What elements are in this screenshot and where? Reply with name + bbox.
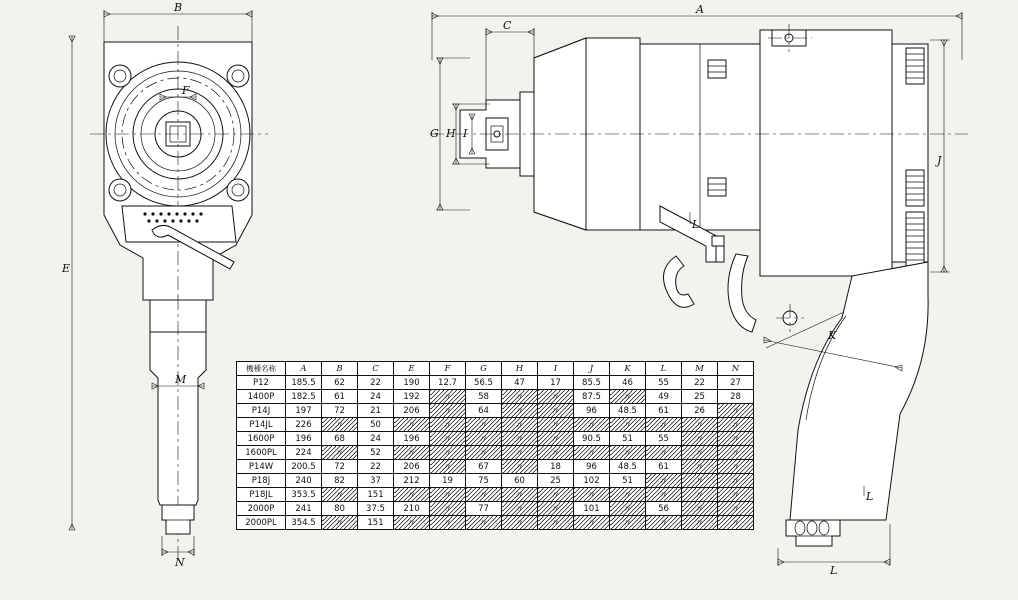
table-cell-value: 240 — [286, 474, 322, 488]
table-cell-value: 〃 — [430, 502, 466, 516]
table-cell-value: 〃 — [502, 404, 538, 418]
svg-text:E: E — [62, 262, 71, 275]
table-cell-value: 〃 — [718, 404, 754, 418]
table-header-c: C — [358, 362, 394, 376]
table-cell-value: 67 — [466, 460, 502, 474]
table-cell-value: 〃 — [574, 516, 610, 530]
table-cell-value: 〃 — [574, 488, 610, 502]
table-cell-value: 25 — [682, 390, 718, 404]
table-cell-value: 〃 — [610, 446, 646, 460]
table-cell-value: 58 — [466, 390, 502, 404]
table-cell-value: 〃 — [502, 432, 538, 446]
table-cell-value: 72 — [322, 404, 358, 418]
table-cell-value: 87.5 — [574, 390, 610, 404]
table-cell-value: 〃 — [646, 516, 682, 530]
svg-text:F: F — [182, 84, 190, 97]
table-cell-value: 〃 — [718, 432, 754, 446]
table-cell-value: 〃 — [538, 516, 574, 530]
table-cell-value: 27 — [718, 376, 754, 390]
table-cell-value: 19 — [430, 474, 466, 488]
table-cell-value: 〃 — [646, 488, 682, 502]
table-cell-value: 60 — [502, 474, 538, 488]
table-cell-value: 〃 — [322, 446, 358, 460]
table-cell-value: 〃 — [538, 502, 574, 516]
table-cell-value: 〃 — [502, 460, 538, 474]
table-cell-value: 56 — [646, 502, 682, 516]
table-cell-value: 26 — [682, 404, 718, 418]
table-header-k: K — [610, 362, 646, 376]
table-cell-value: 〃 — [502, 418, 538, 432]
table-cell-value: 46 — [610, 376, 646, 390]
table-cell-value: 190 — [394, 376, 430, 390]
table-cell-value: 〃 — [682, 516, 718, 530]
table-cell-value: 101 — [574, 502, 610, 516]
table-header-a: A — [286, 362, 322, 376]
table-cell-value: 182.5 — [286, 390, 322, 404]
table-cell-value: 〃 — [466, 516, 502, 530]
table-cell-value: 48.5 — [610, 460, 646, 474]
table-cell-value: 〃 — [646, 446, 682, 460]
table-cell-value: 200.5 — [286, 460, 322, 474]
table-cell-value: 〃 — [682, 488, 718, 502]
table-cell-value: 〃 — [502, 516, 538, 530]
table-cell-value: 48.5 — [610, 404, 646, 418]
table-cell-value: 〃 — [502, 446, 538, 460]
table-cell-value: 80 — [322, 502, 358, 516]
table-header-model: 機種名称 — [237, 362, 286, 376]
table-cell-value: 〃 — [466, 418, 502, 432]
table-cell-value: 〃 — [538, 446, 574, 460]
table-header-e: E — [394, 362, 430, 376]
svg-text:H: H — [446, 127, 456, 140]
table-cell-value: 〃 — [538, 418, 574, 432]
table-cell-value: 〃 — [718, 474, 754, 488]
table-cell-value: 354.5 — [286, 516, 322, 530]
table-cell-model: P14JL — [237, 418, 286, 432]
table-cell-model: P18JL — [237, 488, 286, 502]
table-row — [237, 432, 754, 446]
svg-text:M: M — [175, 373, 187, 386]
table-body — [237, 376, 754, 530]
table-cell-model: P12 — [237, 376, 286, 390]
table-header-f: F — [430, 362, 466, 376]
table-cell-value: 49 — [646, 390, 682, 404]
table-cell-value: 51 — [610, 432, 646, 446]
table-row — [237, 418, 754, 432]
table-cell-value: 206 — [394, 404, 430, 418]
svg-text:K: K — [828, 329, 837, 342]
table-cell-value: 〃 — [538, 390, 574, 404]
table-cell-value: 96 — [574, 460, 610, 474]
table-cell-value: 〃 — [718, 502, 754, 516]
table-row — [237, 474, 754, 488]
svg-text:A: A — [696, 3, 704, 16]
table-cell-value: 〃 — [574, 446, 610, 460]
table-row — [237, 502, 754, 516]
table-cell-value: 〃 — [682, 446, 718, 460]
table-cell-value: 〃 — [538, 432, 574, 446]
table-cell-value: 〃 — [430, 432, 466, 446]
table-cell-value: 〃 — [682, 432, 718, 446]
table-cell-value: 〃 — [538, 404, 574, 418]
table-cell-value: 226 — [286, 418, 322, 432]
table-cell-value: 〃 — [466, 432, 502, 446]
table-cell-value: 56.5 — [466, 376, 502, 390]
table-cell-value: 〃 — [502, 488, 538, 502]
dimension-table — [236, 361, 754, 530]
table-row — [237, 390, 754, 404]
table-row — [237, 376, 754, 390]
svg-text:L: L — [830, 564, 838, 577]
table-cell-model: 1600PL — [237, 446, 286, 460]
table-cell-value: 68 — [322, 432, 358, 446]
table-cell-value: 85.5 — [574, 376, 610, 390]
table-cell-model: 2000P — [237, 502, 286, 516]
table-cell-value: 18 — [538, 460, 574, 474]
table-cell-value: 61 — [646, 460, 682, 474]
table-cell-value: 〃 — [718, 516, 754, 530]
table-header-b: B — [322, 362, 358, 376]
table-cell-value: 90.5 — [574, 432, 610, 446]
table-cell-value: 〃 — [682, 474, 718, 488]
svg-text:N: N — [175, 556, 185, 569]
table-cell-value: 241 — [286, 502, 322, 516]
table-cell-value: 〃 — [682, 502, 718, 516]
svg-text:L: L — [866, 490, 874, 503]
table-cell-value: 196 — [394, 432, 430, 446]
table-cell-value: 206 — [394, 460, 430, 474]
table-row — [237, 460, 754, 474]
table-cell-value: 〃 — [718, 460, 754, 474]
svg-text:J: J — [937, 154, 942, 167]
table-header-l: L — [646, 362, 682, 376]
table-cell-value: 25 — [538, 474, 574, 488]
table-cell-value: 28 — [718, 390, 754, 404]
table-cell-value: 151 — [358, 488, 394, 502]
table-cell-value: 〃 — [322, 516, 358, 530]
table-cell-value: 353.5 — [286, 488, 322, 502]
table-cell-value: 24 — [358, 390, 394, 404]
table-cell-value: 〃 — [610, 418, 646, 432]
table-cell-model: P14J — [237, 404, 286, 418]
table-cell-value: 82 — [322, 474, 358, 488]
table-cell-value: 96 — [574, 404, 610, 418]
table-cell-value: 52 — [358, 446, 394, 460]
table-cell-value: 12.7 — [430, 376, 466, 390]
table-header-h: H — [502, 362, 538, 376]
table-cell-value: 〃 — [610, 502, 646, 516]
table-cell-value: 24 — [358, 432, 394, 446]
svg-text:I: I — [463, 127, 468, 140]
table-cell-model: 1600P — [237, 432, 286, 446]
table-cell-value: 〃 — [430, 516, 466, 530]
svg-text:G: G — [430, 127, 439, 140]
table-header-m: M — [682, 362, 718, 376]
table-cell-value: 〃 — [430, 460, 466, 474]
table-cell-value: 〃 — [502, 390, 538, 404]
table-cell-value: 77 — [466, 502, 502, 516]
table-cell-model: P14W — [237, 460, 286, 474]
table-cell-value: 55 — [646, 376, 682, 390]
table-cell-value: 〃 — [574, 418, 610, 432]
table-row — [237, 516, 754, 530]
table-header-row — [237, 362, 754, 376]
table-cell-model: 2000PL — [237, 516, 286, 530]
table-cell-value: 〃 — [646, 418, 682, 432]
table-cell-value: 61 — [322, 390, 358, 404]
table-cell-value: 102 — [574, 474, 610, 488]
table-cell-value: 〃 — [394, 488, 430, 502]
table-row — [237, 488, 754, 502]
table-cell-value: 〃 — [430, 488, 466, 502]
table-header-n: N — [718, 362, 754, 376]
table-cell-value: 〃 — [430, 390, 466, 404]
table-cell-value: 〃 — [682, 460, 718, 474]
table-cell-value: 〃 — [610, 488, 646, 502]
table-cell-value: 62 — [322, 376, 358, 390]
table-cell-value: 22 — [358, 460, 394, 474]
table-cell-value: 〃 — [538, 488, 574, 502]
table-cell-value: 〃 — [394, 516, 430, 530]
table-cell-value: 〃 — [394, 446, 430, 460]
table-cell-value: 185.5 — [286, 376, 322, 390]
table-cell-value: 72 — [322, 460, 358, 474]
table-cell-value: 61 — [646, 404, 682, 418]
table-cell-value: 224 — [286, 446, 322, 460]
table-cell-value: 〃 — [718, 418, 754, 432]
table-cell-value: 〃 — [610, 390, 646, 404]
table-cell-value: 〃 — [466, 488, 502, 502]
table-cell-value: 〃 — [718, 446, 754, 460]
table-cell-value: 〃 — [430, 404, 466, 418]
table-cell-value: 37.5 — [358, 502, 394, 516]
table-cell-value: 〃 — [430, 418, 466, 432]
table-cell-value: 192 — [394, 390, 430, 404]
table-cell-value: 210 — [394, 502, 430, 516]
table-cell-value: 47 — [502, 376, 538, 390]
svg-text:B: B — [174, 1, 183, 14]
table-cell-value: 50 — [358, 418, 394, 432]
svg-text:C: C — [503, 19, 512, 32]
table-cell-value: 64 — [466, 404, 502, 418]
table-cell-value: 〃 — [682, 418, 718, 432]
table-cell-value: 〃 — [610, 516, 646, 530]
table-cell-value: 151 — [358, 516, 394, 530]
table-header-g: G — [466, 362, 502, 376]
table-cell-value: 〃 — [646, 474, 682, 488]
table-cell-value: 〃 — [718, 488, 754, 502]
table-cell-value: 51 — [610, 474, 646, 488]
table-cell-value: 75 — [466, 474, 502, 488]
table-cell-model: P18J — [237, 474, 286, 488]
table-cell-value: 〃 — [466, 446, 502, 460]
table-row — [237, 446, 754, 460]
table-cell-value: 〃 — [322, 418, 358, 432]
table-cell-value: 〃 — [502, 502, 538, 516]
table-cell-value: 212 — [394, 474, 430, 488]
table-cell-value: 〃 — [322, 488, 358, 502]
table-header-j: J — [574, 362, 610, 376]
table-cell-value: 21 — [358, 404, 394, 418]
table-cell-value: 〃 — [394, 418, 430, 432]
table-cell-value: 22 — [682, 376, 718, 390]
svg-text:L: L — [692, 218, 700, 231]
table-cell-value: 17 — [538, 376, 574, 390]
table-cell-value: 197 — [286, 404, 322, 418]
table-cell-value: 196 — [286, 432, 322, 446]
table-cell-value: 22 — [358, 376, 394, 390]
table-row — [237, 404, 754, 418]
table-header-i: I — [538, 362, 574, 376]
table-cell-value: 37 — [358, 474, 394, 488]
table-cell-model: 1400P — [237, 390, 286, 404]
table-cell-value: 〃 — [430, 446, 466, 460]
table-cell-value: 55 — [646, 432, 682, 446]
